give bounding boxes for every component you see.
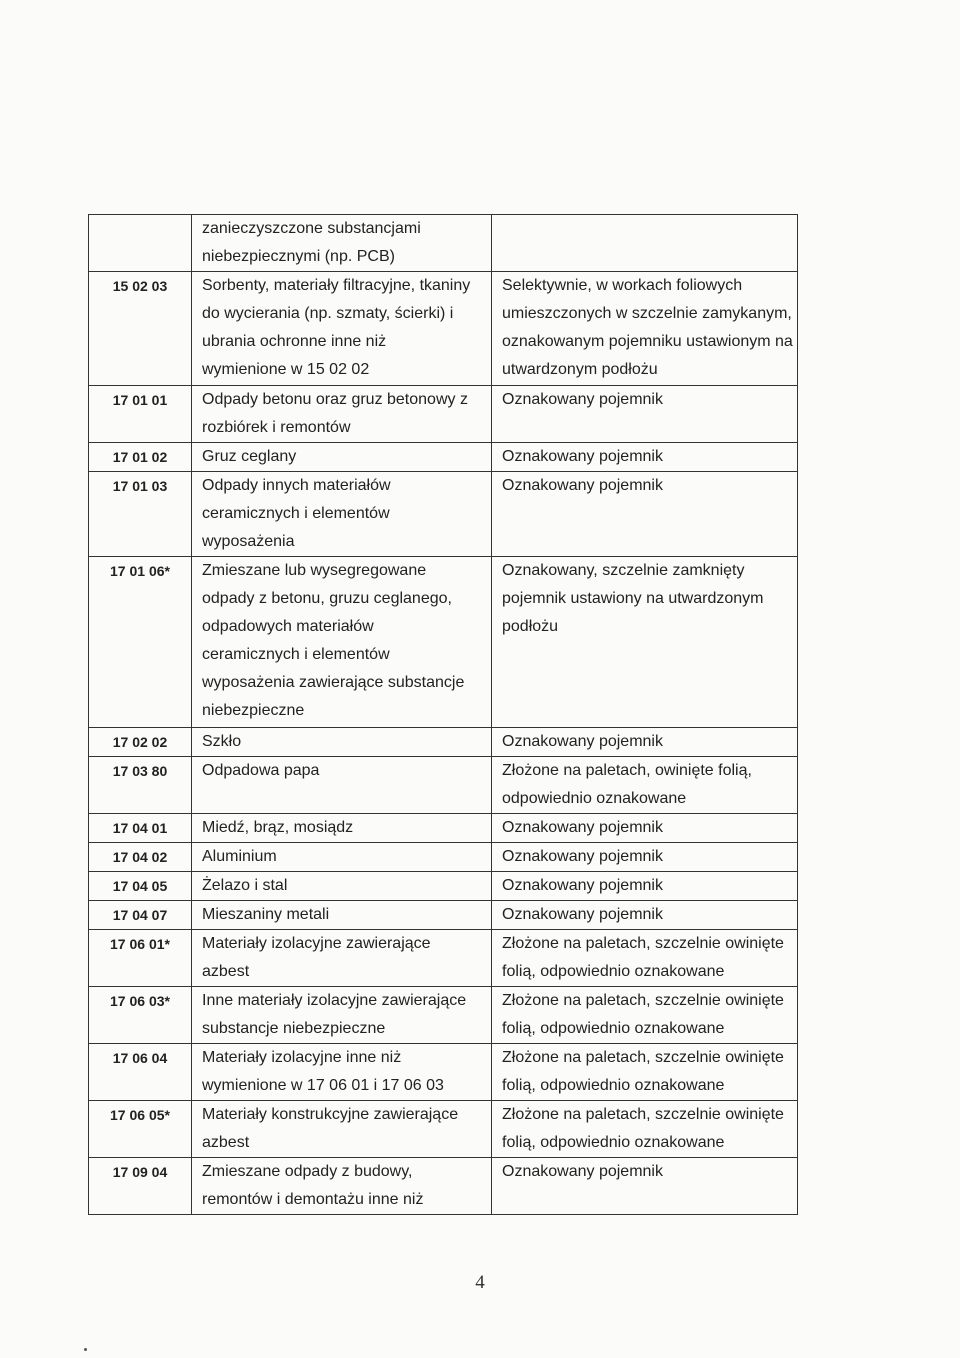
storage-method-line: folią, odpowiednio oznakowane: [502, 963, 725, 980]
waste-code: 17 03 80: [89, 757, 192, 814]
storage-method-line: Oznakowany pojemnik: [502, 848, 663, 865]
table-row: [89, 814, 798, 843]
waste-name-line: Mieszaniny metali: [202, 906, 330, 923]
waste-name-line: wyposażenia zawierające substancje: [202, 674, 465, 691]
waste-name-line: ceramicznych i elementów: [202, 646, 390, 663]
storage-method-line: utwardzonym podłożu: [502, 361, 658, 378]
waste-code: 17 01 01: [89, 386, 192, 443]
waste-code: 17 06 05*: [89, 1101, 192, 1158]
waste-name-line: azbest: [202, 963, 250, 980]
table-row: [89, 215, 798, 272]
storage-method: [492, 1101, 798, 1158]
waste-code: 15 02 03: [89, 272, 192, 386]
storage-method-line: podłożu: [502, 618, 559, 635]
waste-name: [192, 472, 492, 557]
storage-method: [492, 1158, 798, 1215]
waste-name: [192, 557, 492, 728]
storage-method: [492, 814, 798, 843]
waste-name-line: Odpadowa papa: [202, 762, 320, 779]
waste-name-line: Materiały izolacyjne zawierające: [202, 935, 431, 952]
waste-name-line: Miedź, brąz, mosiądz: [202, 819, 354, 836]
waste-name-line: Sorbenty, materiały filtracyjne, tkaniny: [202, 277, 471, 294]
storage-method-line: folią, odpowiednio oznakowane: [502, 1134, 725, 1151]
waste-name: [192, 272, 492, 386]
storage-method-line: Oznakowany pojemnik: [502, 477, 663, 494]
table-row: [89, 757, 798, 814]
table-row: [89, 1158, 798, 1215]
waste-name-line: remontów i demontażu inne niż: [202, 1191, 424, 1208]
waste-name-line: ubrania ochronne inne niż: [202, 333, 387, 350]
storage-method: [492, 1044, 798, 1101]
waste-name-line: Materiały izolacyjne inne niż: [202, 1049, 402, 1066]
storage-method: [492, 987, 798, 1044]
waste-name-line: Żelazo i stal: [202, 877, 288, 894]
table-row: [89, 987, 798, 1044]
table-row: [89, 272, 798, 386]
table-row: [89, 386, 798, 443]
storage-method: [492, 557, 798, 728]
table-row: [89, 1101, 798, 1158]
storage-method-line: pojemnik ustawiony na utwardzonym: [502, 590, 764, 607]
storage-method-line: Oznakowany pojemnik: [502, 877, 663, 894]
storage-method-line: Oznakowany pojemnik: [502, 733, 663, 750]
storage-method: [492, 930, 798, 987]
table-row: [89, 872, 798, 901]
waste-code: 17 04 02: [89, 843, 192, 872]
waste-name: [192, 843, 492, 872]
waste-code: 17 06 03*: [89, 987, 192, 1044]
waste-code: 17 01 02: [89, 443, 192, 472]
storage-method: [492, 901, 798, 930]
storage-method-line: Oznakowany pojemnik: [502, 819, 663, 836]
storage-method: [492, 843, 798, 872]
waste-code: 17 04 07: [89, 901, 192, 930]
storage-method: [492, 472, 798, 557]
waste-name-line: rozbiórek i remontów: [202, 419, 351, 436]
storage-method-line: Złożone na paletach, owinięte folią,: [502, 762, 752, 779]
storage-method-line: Złożone na paletach, szczelnie owinięte: [502, 935, 784, 952]
waste-name-line: Odpady innych materiałów: [202, 477, 391, 494]
storage-method-line: Oznakowany pojemnik: [502, 906, 663, 923]
waste-name-line: azbest: [202, 1134, 250, 1151]
waste-name: [192, 443, 492, 472]
storage-method-line: Oznakowany pojemnik: [502, 1163, 663, 1180]
storage-method-line: Oznakowany pojemnik: [502, 391, 663, 408]
waste-name-line: Zmieszane odpady z budowy,: [202, 1163, 413, 1180]
waste-table: [88, 214, 798, 1215]
waste-name-line: Materiały konstrukcyjne zawierające: [202, 1106, 459, 1123]
waste-name: [192, 930, 492, 987]
storage-method-line: Złożone na paletach, szczelnie owinięte: [502, 992, 784, 1009]
waste-name-line: wymienione w 17 06 01 i 17 06 03: [202, 1077, 444, 1094]
table-row: [89, 728, 798, 757]
waste-name-line: wyposażenia: [202, 533, 295, 550]
waste-name: [192, 872, 492, 901]
waste-name-line: do wycierania (np. szmaty, ścierki) i: [202, 305, 454, 322]
storage-method-line: umieszczonych w szczelnie zamykanym,: [502, 305, 792, 322]
storage-method-line: oznakowanym pojemniku ustawionym na: [502, 333, 793, 350]
table-row: [89, 930, 798, 987]
storage-method: [492, 386, 798, 443]
waste-code: 17 01 06*: [89, 557, 192, 728]
waste-name-line: substancje niebezpieczne: [202, 1020, 386, 1037]
storage-method-line: Złożone na paletach, szczelnie owinięte: [502, 1106, 784, 1123]
waste-name-line: Szkło: [202, 733, 242, 750]
table-row: [89, 472, 798, 557]
table-row: [89, 443, 798, 472]
waste-code: 17 04 05: [89, 872, 192, 901]
waste-name-line: Zmieszane lub wysegregowane: [202, 562, 427, 579]
storage-method: [492, 872, 798, 901]
storage-method: [492, 443, 798, 472]
waste-name-line: niebezpiecznymi (np. PCB): [202, 248, 395, 265]
table-row: [89, 1044, 798, 1101]
waste-code: 17 06 04: [89, 1044, 192, 1101]
table-row: [89, 843, 798, 872]
waste-name-line: Odpady betonu oraz gruz betonowy z: [202, 391, 468, 408]
waste-name: [192, 814, 492, 843]
waste-name: [192, 901, 492, 930]
waste-code: [89, 215, 192, 272]
waste-name: [192, 1101, 492, 1158]
storage-method-line: folią, odpowiednio oznakowane: [502, 1077, 725, 1094]
waste-code: 17 02 02: [89, 728, 192, 757]
storage-method-line: Złożone na paletach, szczelnie owinięte: [502, 1049, 784, 1066]
waste-name-line: odpadowych materiałów: [202, 618, 374, 635]
waste-name: [192, 386, 492, 443]
scan-speck: [84, 1348, 87, 1351]
waste-table-body: [89, 215, 798, 1215]
table-row: [89, 557, 798, 728]
waste-name: [192, 728, 492, 757]
waste-name: [192, 987, 492, 1044]
storage-method: [492, 728, 798, 757]
waste-name-line: Gruz ceglany: [202, 448, 297, 465]
storage-method: [492, 215, 798, 272]
waste-name: [192, 1158, 492, 1215]
storage-method-line: Oznakowany, szczelnie zamknięty: [502, 562, 745, 579]
storage-method-line: Selektywnie, w workach foliowych: [502, 277, 743, 294]
page-number: 4: [475, 1272, 485, 1293]
waste-name-line: wymienione w 15 02 02: [202, 361, 370, 378]
waste-name-line: Aluminium: [202, 848, 277, 865]
waste-code: 17 01 03: [89, 472, 192, 557]
waste-name: [192, 1044, 492, 1101]
waste-name-line: ceramicznych i elementów: [202, 505, 390, 522]
storage-method: [492, 272, 798, 386]
waste-code: 17 04 01: [89, 814, 192, 843]
waste-name-line: zanieczyszczone substancjami: [202, 220, 421, 237]
table-row: [89, 901, 798, 930]
storage-method-line: Oznakowany pojemnik: [502, 448, 663, 465]
waste-code: 17 06 01*: [89, 930, 192, 987]
storage-method-line: odpowiednio oznakowane: [502, 790, 687, 807]
storage-method-line: folią, odpowiednio oznakowane: [502, 1020, 725, 1037]
waste-name-line: odpady z betonu, gruzu ceglanego,: [202, 590, 452, 607]
storage-method: [492, 757, 798, 814]
waste-name-line: Inne materiały izolacyjne zawierające: [202, 992, 467, 1009]
waste-name: [192, 757, 492, 814]
waste-name-line: niebezpieczne: [202, 702, 305, 719]
waste-name: [192, 215, 492, 272]
waste-code: 17 09 04: [89, 1158, 192, 1215]
